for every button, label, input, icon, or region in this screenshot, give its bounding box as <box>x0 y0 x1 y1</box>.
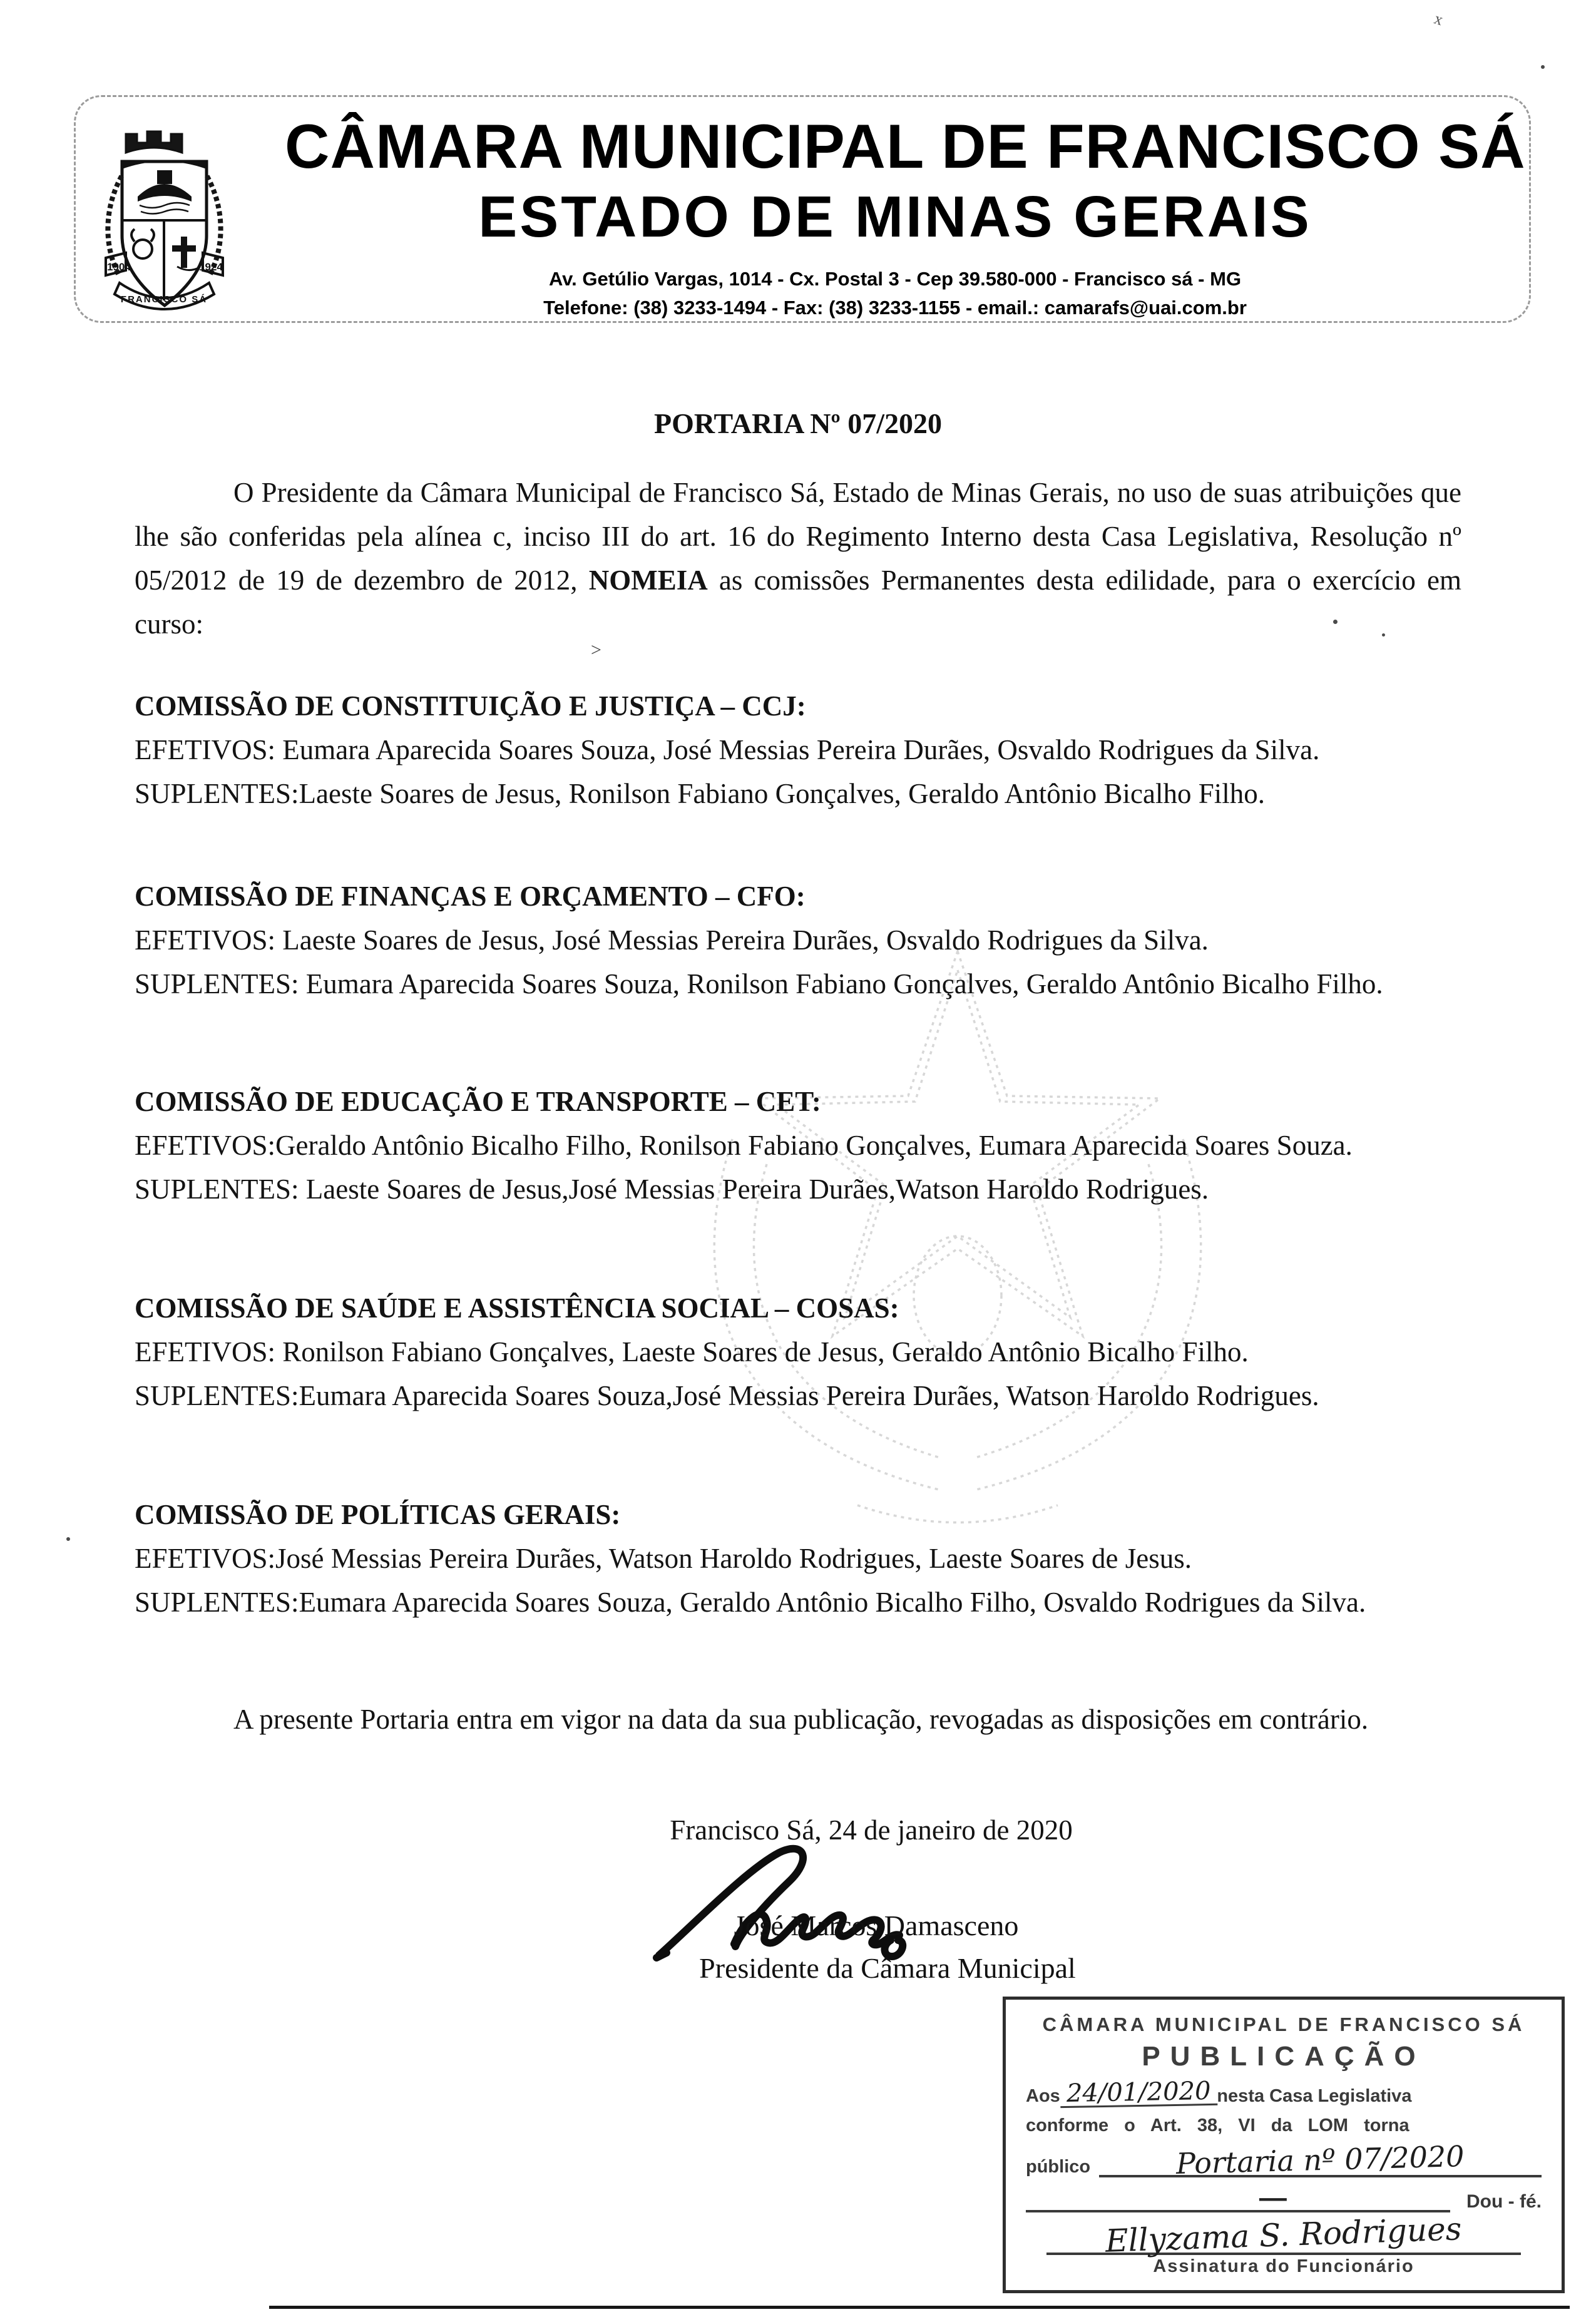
commission-section-ccj <box>135 684 1461 816</box>
commission-suplentes: SUPLENTES: Laeste Soares de Jesus,José Messias Pereira Durães,Watson Haroldo Rodrigues. <box>135 1174 1209 1205</box>
commission-efetivos: EFETIVOS:José Messias Pereira Durães, Watson Haroldo Rodrigues, Laeste Soares de Jesus. <box>135 1543 1192 1574</box>
stamp-underline <box>1026 2182 1450 2213</box>
stamp-aos-label: Aos <box>1026 2086 1060 2106</box>
commission-heading: COMISSÃO DE EDUCAÇÃO E TRANSPORTE – CET: <box>135 1086 821 1117</box>
stamp-publico-line <box>1026 2139 1542 2181</box>
stamp-date-line <box>1026 2076 1542 2109</box>
stamp-title: PUBLICAÇÃO <box>1142 2041 1426 2072</box>
logo-mural-crown <box>126 131 182 153</box>
commission-heading: COMISSÃO DE POLÍTICAS GERAIS: <box>135 1499 621 1530</box>
org-name: CÂMARA MUNICIPAL DE FRANCISCO SÁ <box>285 111 1526 181</box>
publication-stamp <box>1003 1997 1565 2293</box>
stamp-handwritten-date: 24/01/2020 <box>1060 2079 1217 2108</box>
letterhead <box>285 111 1526 319</box>
commission-section-cfo <box>135 874 1461 1006</box>
commission-section-politicas-gerais <box>135 1493 1461 1624</box>
date-line: Francisco Sá, 24 de janeiro de 2020 <box>670 1814 1073 1846</box>
commission-efetivos: EFETIVOS: Eumara Aparecida Soares Souza, José Messias Pereira Durães, Osvaldo Rodrigues da Silva. <box>135 734 1320 765</box>
logo-branch-right <box>207 175 221 274</box>
stamp-dash-mark: — <box>1259 2182 1287 2213</box>
stamp-official-signature: Ellyzama S. Rodrigues <box>1105 2211 1463 2259</box>
scan-noise-mark: > <box>591 640 601 660</box>
commission-suplentes: SUPLENTES:Laeste Soares de Jesus, Ronilson Fabiano Gonçalves, Geraldo Antônio Bicalho Filho. <box>135 778 1266 809</box>
logo-ribbon-text: FRANCISCO SÁ <box>120 294 208 305</box>
president-signature-scribble <box>648 1841 923 1967</box>
document-title: PORTARIA Nº 07/2020 <box>654 407 942 439</box>
signer-title: Presidente da Câmara Municipal <box>699 1952 1076 1984</box>
coat-of-arms-logo <box>103 113 225 314</box>
commission-efetivos: EFETIVOS:Geraldo Antônio Bicalho Filho, Ronilson Fabiano Gonçalves, Eumara Aparecida Soares Souza. <box>135 1130 1353 1161</box>
commission-efetivos: EFETIVOS: Laeste Soares de Jesus, José Messias Pereira Durães, Osvaldo Rodrigues da Silva. <box>135 924 1209 956</box>
stamp-org-line: CÂMARA MUNICIPAL DE FRANCISCO SÁ <box>1042 2013 1525 2035</box>
scan-noise-dot <box>1382 633 1385 637</box>
stamp-handwritten-subject: Portaria nº 07/2020 <box>1175 2139 1465 2181</box>
commission-section-cet <box>135 1080 1461 1211</box>
org-contact: Telefone: (38) 3233-1494 - Fax: (38) 3233-1155 - email.: camarafs@uai.com.br <box>543 297 1247 319</box>
scan-noise-dot <box>1333 620 1338 624</box>
commission-heading: COMISSÃO DE CONSTITUIÇÃO E JUSTIÇA – CCJ: <box>135 690 806 722</box>
commission-heading: COMISSÃO DE SAÚDE E ASSISTÊNCIA SOCIAL – COSAS: <box>135 1292 899 1324</box>
commission-section-cosas <box>135 1286 1461 1418</box>
closing-paragraph: A presente Portaria entra em vigor na data da sua publicação, revogadas as disposições em contrário. <box>233 1704 1369 1735</box>
scan-artifact-line <box>269 2306 1570 2309</box>
scan-noise-mark: x <box>1431 9 1446 29</box>
scan-noise-dot <box>1541 65 1545 69</box>
commission-suplentes: SUPLENTES:Eumara Aparecida Soares Souza,José Messias Pereira Durães, Watson Haroldo Rodrigues. <box>135 1380 1319 1411</box>
stamp-signature-underline <box>1046 2211 1521 2259</box>
intro-emphasis: NOMEIA <box>588 565 708 596</box>
logo-bull-head <box>133 240 152 258</box>
logo-cross <box>172 237 196 268</box>
stamp-casa-text: nesta Casa Legislativa <box>1217 2086 1412 2106</box>
commission-heading: COMISSÃO DE FINANÇAS E ORÇAMENTO – CFO: <box>135 881 806 912</box>
logo-mound <box>138 184 192 202</box>
intro-text-post: as comissões Permanentes desta edilidade, para o exercício em curso: <box>135 565 1461 640</box>
commission-suplentes: SUPLENTES: Eumara Aparecida Soares Souza, Ronilson Fabiano Gonçalves, Geraldo Antônio Bicalho Filho. <box>135 968 1383 1000</box>
org-address: Av. Getúlio Vargas, 1014 - Cx. Postal 3 - Cep 39.580-000 - Francisco sá - MG <box>548 268 1242 290</box>
logo-branch-left <box>108 175 122 274</box>
commission-suplentes: SUPLENTES:Eumara Aparecida Soares Souza, Geraldo Antônio Bicalho Filho, Osvaldo Rodrigues da Silva. <box>135 1587 1366 1618</box>
stamp-publico-underline <box>1099 2139 1542 2181</box>
scan-noise-dot <box>66 1537 70 1541</box>
stamp-doufe-line <box>1026 2182 1542 2213</box>
stamp-dou-fe: Dou - fé. <box>1466 2191 1542 2212</box>
org-state-name: ESTADO DE MINAS GERAIS <box>478 184 1312 249</box>
commission-efetivos: EFETIVOS: Ronilson Fabiano Gonçalves, Laeste Soares de Jesus, Geraldo Antônio Bicalho Filho. <box>135 1336 1249 1368</box>
intro-paragraph <box>135 471 1461 646</box>
stamp-publico-label: público <box>1026 2157 1091 2177</box>
stamp-signature-caption: Assinatura do Funcionário <box>1153 2256 1414 2276</box>
signer-name: José Marcos Damasceno <box>734 1910 1019 1941</box>
logo-year-right: 1924 <box>199 261 223 273</box>
logo-tower <box>157 170 172 184</box>
logo-year-left: 1904 <box>107 261 131 273</box>
intro-text-pre: O Presidente da Câmara Municipal de Francisco Sá, Estado de Minas Gerais, no uso de suas atribuições que lhe são conferidas pela alínea c, inciso III do art. 16 do Regimento Interno desta Casa Legislativa, Resolução nº 05/2012 de 19 de dezembro de 2012, <box>135 477 1461 596</box>
stamp-conforme-line: conforme o Art. 38, VI da LOM torna <box>1026 2115 1409 2135</box>
